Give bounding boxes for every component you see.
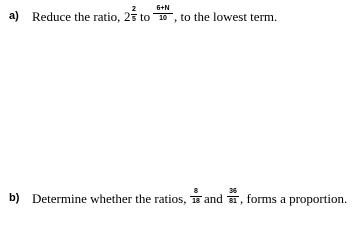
question-a-text-before: Reduce the ratio,: [32, 9, 121, 24]
question-b-label: b): [9, 192, 20, 204]
fraction-bar: [190, 196, 202, 197]
question-b-text-before: Determine whether the ratios,: [32, 191, 187, 206]
ratio-numerator: 6+N: [156, 5, 170, 12]
ratio-fraction: [153, 5, 173, 22]
question-a-label: a): [9, 10, 19, 22]
question-a-text-after: , to the lowest term.: [174, 9, 278, 24]
mixed-number-numerator: 2: [132, 6, 136, 13]
fraction-2-numerator: 36: [229, 188, 237, 195]
fraction-2: [227, 188, 239, 205]
mixed-number-denominator: 5: [132, 16, 136, 23]
fraction-1: [190, 188, 202, 205]
fraction-bar: [131, 14, 137, 15]
fraction-1-denominator: 18: [192, 198, 200, 205]
mixed-number-whole: 2: [124, 9, 131, 24]
question-a-text-middle: to: [140, 9, 151, 24]
mixed-number-fraction: [131, 6, 137, 23]
fraction-2-denominator: 81: [229, 198, 237, 205]
question-b-text-after: , forms a proportion.: [240, 191, 348, 206]
ratio-denominator: 10: [159, 15, 167, 22]
fraction-1-numerator: 8: [194, 188, 198, 195]
question-b-text-middle: and: [204, 191, 223, 206]
fraction-bar: [153, 13, 173, 14]
fraction-bar: [227, 196, 239, 197]
